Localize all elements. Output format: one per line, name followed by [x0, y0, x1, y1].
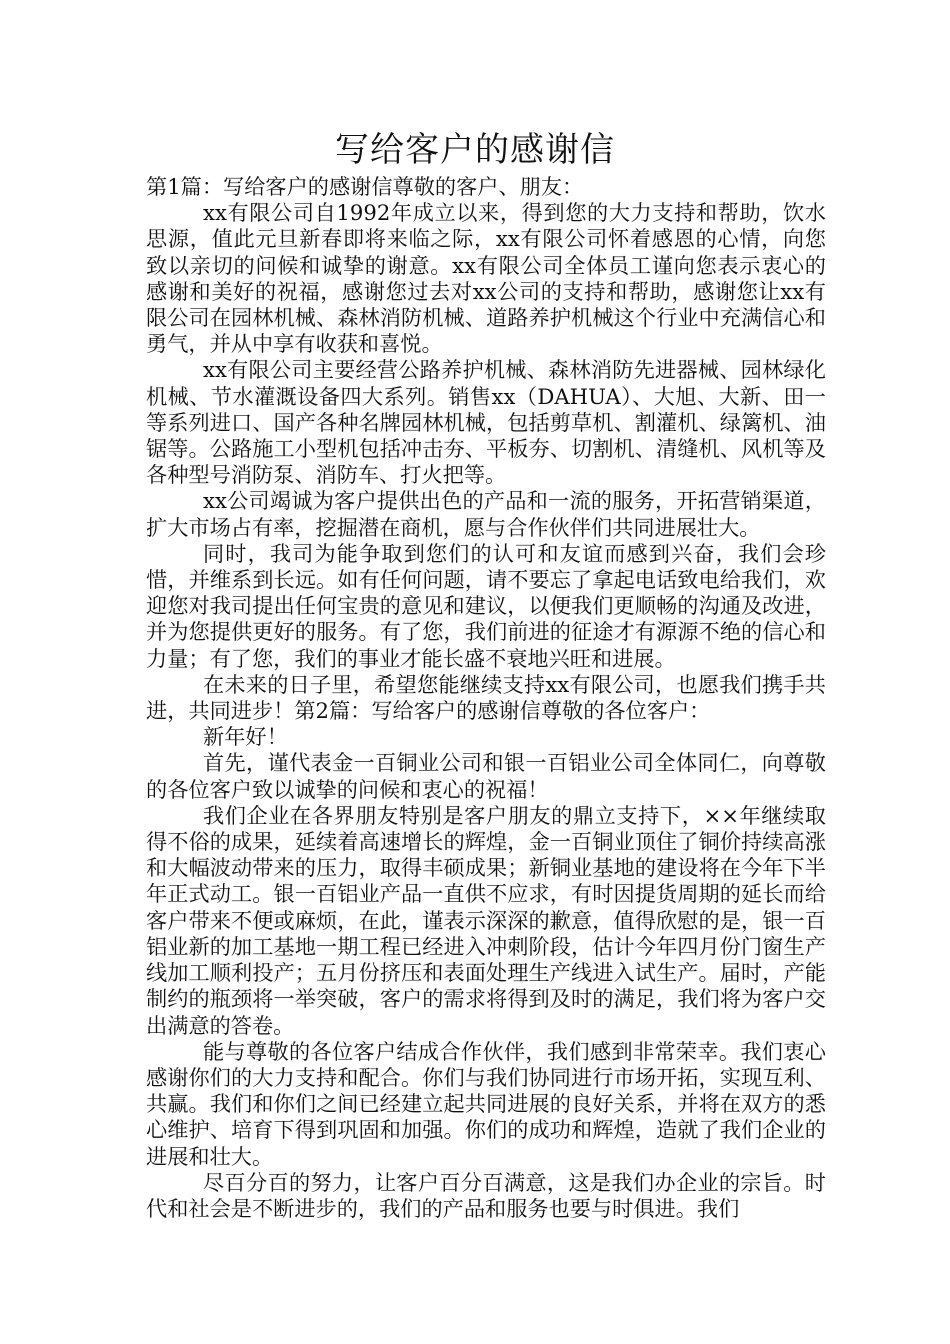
paragraph: 我们企业在各界朋友特别是客户朋友的鼎立支持下，××年继续取得不俗的成果，延续着高速增长的辉煌，金一百铜业顶住了铜价持续高涨和大幅波动带来的压力，取得丰硕成果；新铜业基地的建设将在今年下半年正式动工。银一百铝业产品一直供不应求，有时因提货周期的延长而给客户带来不便或麻烦，在此，谨表示深深的歉意，值得欣慰的是，银一百铝业新的加工基地一期工程已经进入冲刺阶段，估计今年四月份门窗生产线加工顺利投产；五月份挤压和表面处理生产线进入试生产。届时，产能制约的瓶颈将一举突破，客户的需求将得到及时的满足，我们将为客户交出满意的答卷。 [146, 802, 826, 1038]
paragraph: xx有限公司主要经营公路养护机械、森林消防先进器械、园林绿化机械、节水灌溉设备四大系列。销售xx（DAHUA）、大旭、大新、田一等系列进口、国产各种名牌园林机械，包括剪草机、割灌机、绿篱机、油锯等。公路施工小型机包括冲击夯、平板夯、切割机、清缝机、风机等及各种型号消防泵、消防车、打火把等。 [146, 357, 826, 488]
paragraph: 尽百分百的努力，让客户百分百满意，这是我们办企业的宗旨。时代和社会是不断进步的，我们的产品和服务也要与时俱进。我们 [146, 1169, 826, 1221]
paragraph: xx公司竭诚为客户提供出色的产品和一流的服务，开拓营销渠道，扩大市场占有率，挖掘潜在商机，愿与合作伙伴们共同进展壮大。 [146, 488, 826, 540]
paragraph: 同时，我司为能争取到您们的认可和友谊而感到兴奋，我们会珍惜，并维系到长远。如有任何问题，请不要忘了拿起电话致电给我们，欢迎您对我司提出任何宝贵的意见和建议，以便我们更顺畅的沟通及改进，并为您提供更好的服务。有了您，我们前进的征途才有源源不绝的信心和力量；有了您，我们的事业才能长盛不衰地兴旺和进展。 [146, 540, 826, 671]
letter-body [146, 174, 826, 1222]
paragraph-greeting: 新年好！ [203, 724, 288, 750]
paragraph: 首先，谨代表金一百铜业公司和银一百铝业公司全体同仁，向尊敬的各位客户致以诚挚的问候和衷心的祝福！ [146, 750, 826, 802]
paragraph: 能与尊敬的各位客户结成合作伙伴，我们感到非常荣幸。我们衷心感谢你们的大力支持和配合。你们与我们协同进行市场开拓，实现互利、共赢。我们和你们之间已经建立起共同进展的良好关系，并将在双方的悉心维护、培育下得到巩固和加强。你们的成功和辉煌，造就了我们企业的进展和壮大。 [146, 1038, 826, 1169]
paragraph-heading-1: 第1篇：写给客户的感谢信尊敬的客户、朋友： [146, 174, 584, 199]
paragraph: xx有限公司自1992年成立以来，得到您的大力支持和帮助，饮水思源，值此元旦新春即将来临之际，xx有限公司怀着感恩的心情，向您致以亲切的问候和诚挚的谢意。xx有限公司全体员工谨向您表示衷心的感谢和美好的祝福，感谢您过去对xx公司的支持和帮助，感谢您让xx有限公司在园林机械、森林消防机械、道路养护机械这个行业中充满信心和勇气，并从中享有收获和喜悦。 [146, 200, 826, 357]
paragraph: 在未来的日子里，希望您能继续支持xx有限公司，也愿我们携手共进，共同进步！第2篇：写给客户的感谢信尊敬的各位客户： [146, 671, 826, 724]
page-title: 写给客户的感谢信 [335, 130, 615, 170]
